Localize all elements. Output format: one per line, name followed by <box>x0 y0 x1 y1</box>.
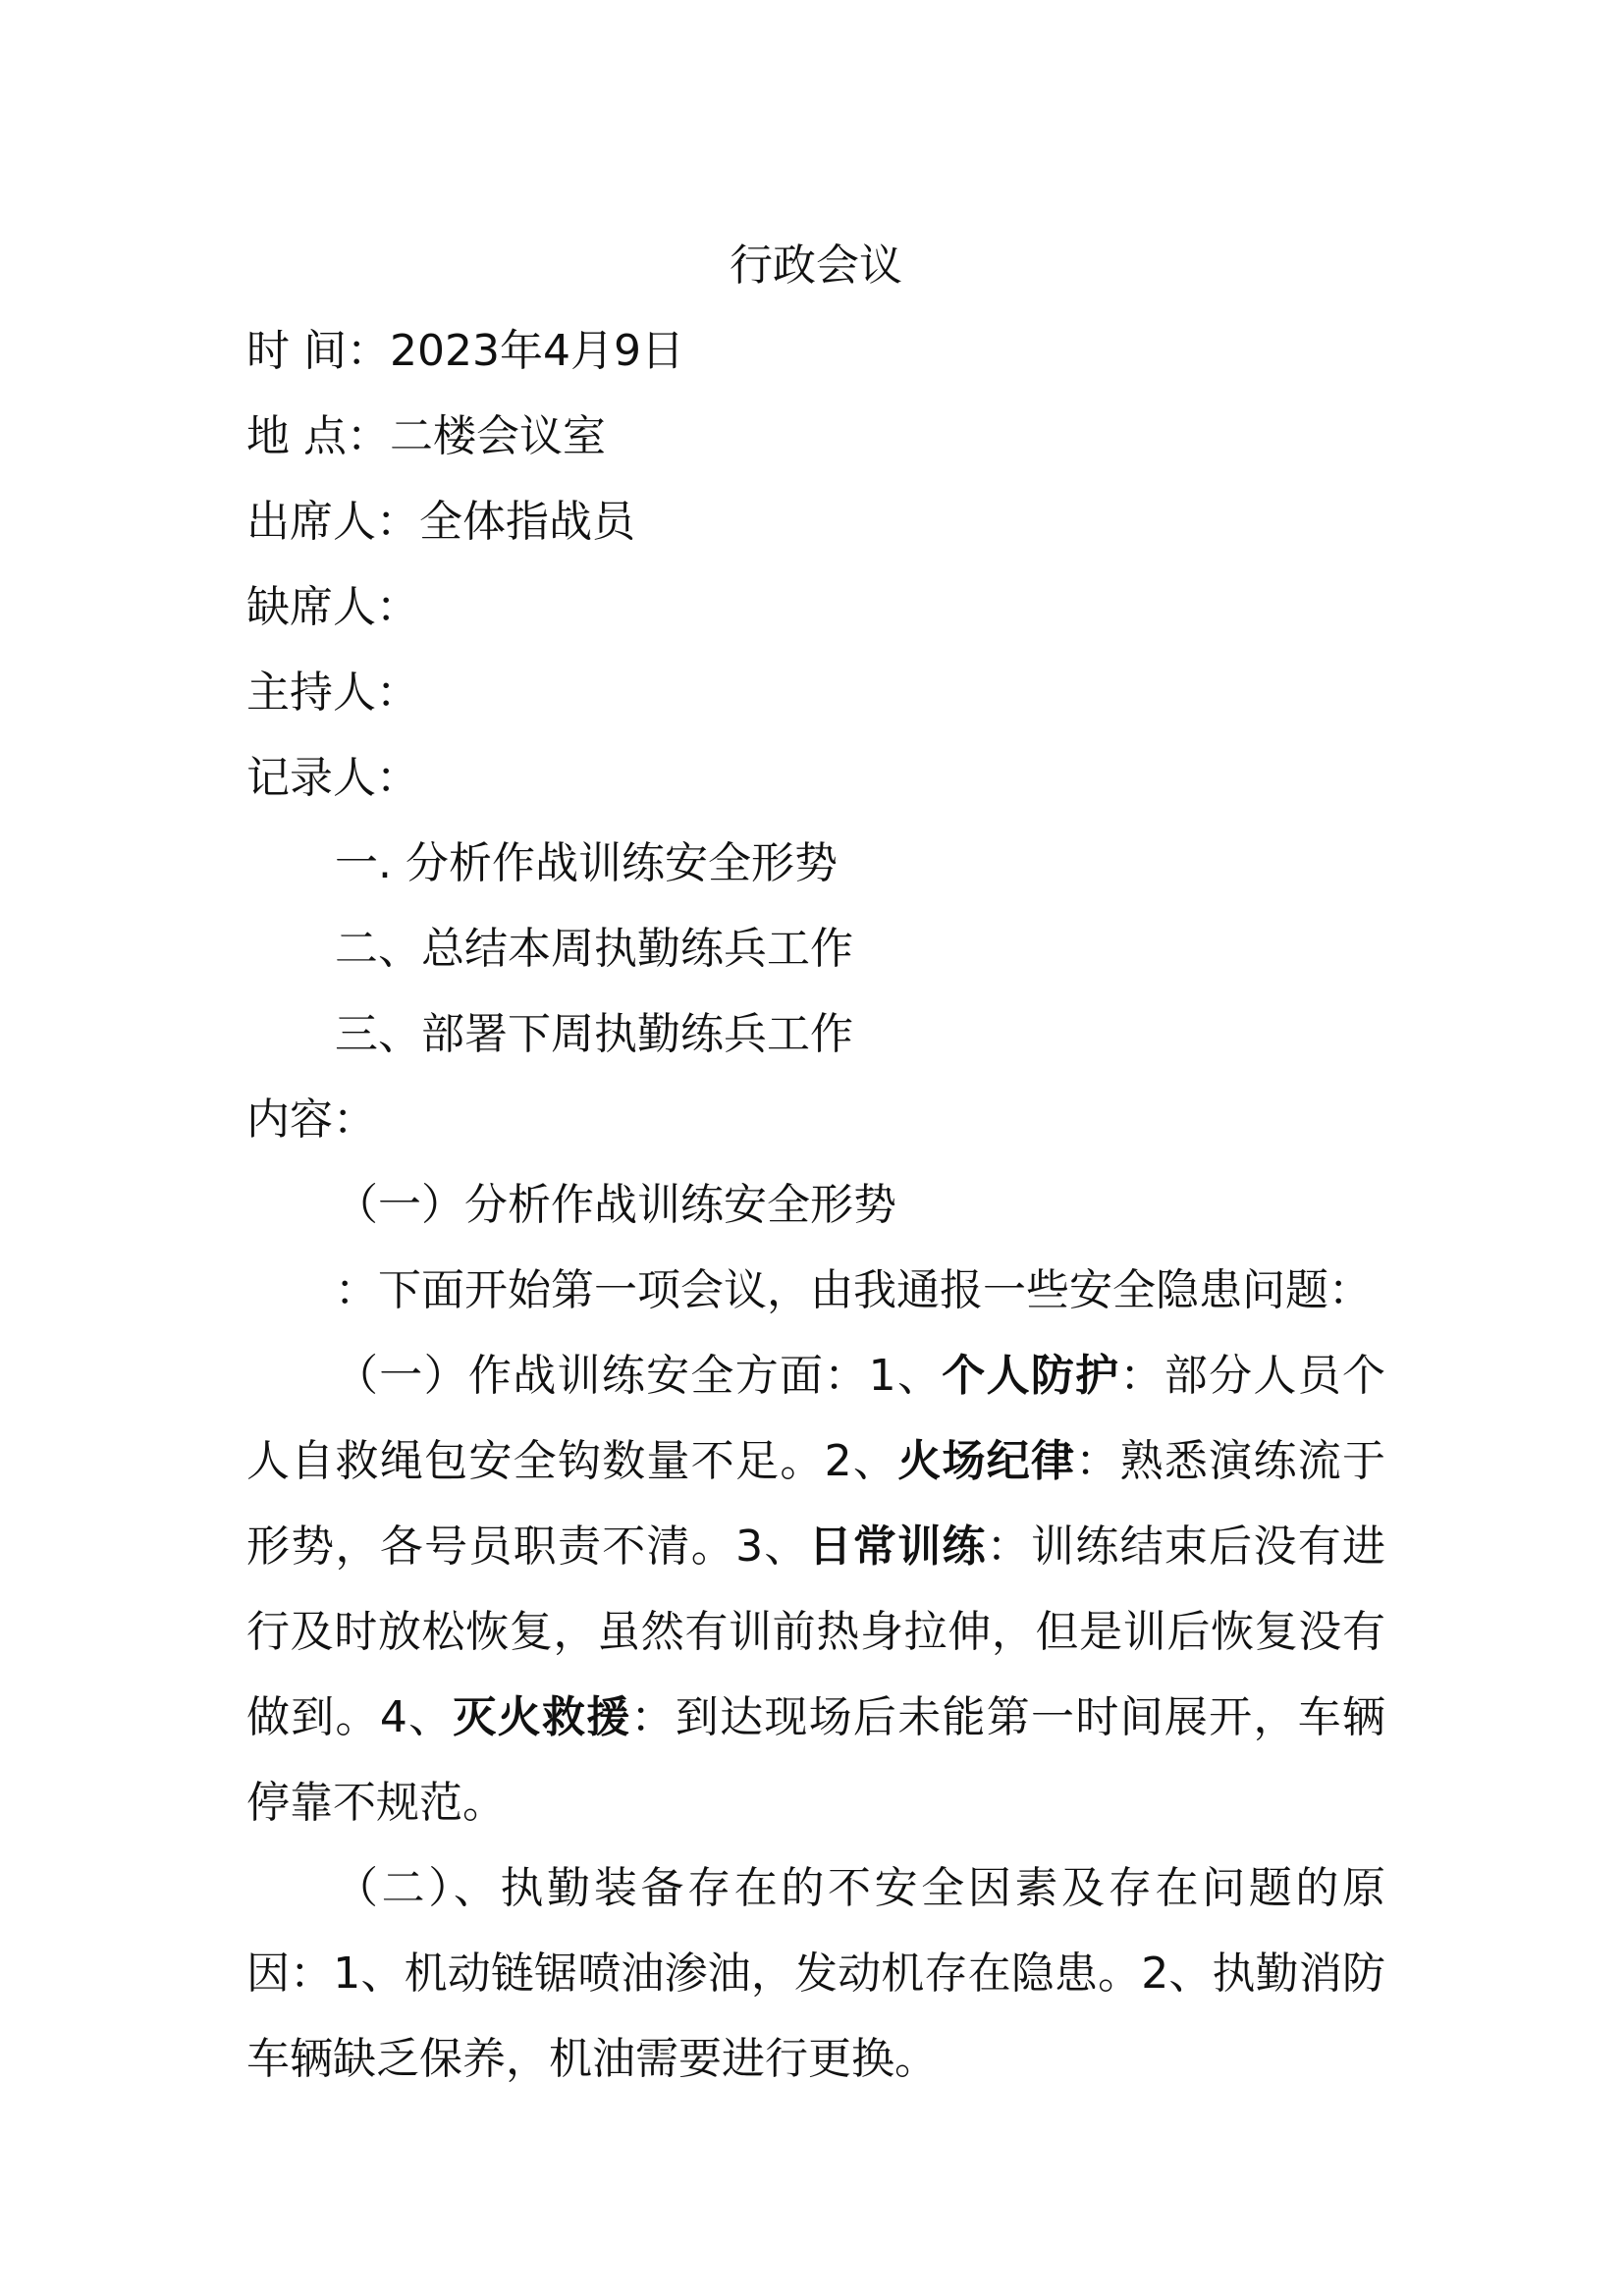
heading-daily-training: 日常训练 <box>808 1522 987 1572</box>
agenda-item-2: 二、总结本周执勤练兵工作 <box>335 924 853 974</box>
text-fire-discipline: ：熟悉演练流于形势，各号员职责不清。3、 <box>246 1436 1386 1572</box>
intro-line: ：下面开始第一项会议，由我通报一些安全隐患问题： <box>335 1265 1372 1315</box>
meeting-place: 地 点：二楼会议室 <box>246 411 606 461</box>
equipment-paragraph: （二）、执勤装备存在的不安全因素及存在问题的原因：1、机动链锯喷油渗油，发动机存在隐患。2、执勤消防车辆缺乏保养，机油需要进行更换。 <box>246 1863 1385 2084</box>
section-title: （一）分析作战训练安全形势 <box>335 1180 896 1230</box>
page-title: 行政会议 <box>730 240 902 291</box>
safety-lead: （一）作战训练安全方面：1、 <box>335 1351 943 1401</box>
meeting-attendees: 出席人：全体指战员 <box>246 497 635 547</box>
meeting-recorder: 记录人： <box>246 753 419 803</box>
heading-fire-discipline: 火场纪律 <box>897 1436 1076 1486</box>
meeting-time: 时 间：2023年4月9日 <box>246 326 684 376</box>
text-fire-rescue: ：到达现场后未能第一时间展开，车辆停靠不规范。 <box>246 1692 1386 1828</box>
heading-fire-rescue: 灭火救援 <box>453 1692 631 1742</box>
meeting-host: 主持人： <box>246 667 419 718</box>
heading-personal-protection: 个人防护 <box>942 1351 1120 1401</box>
text-daily-training: ：训练结束后没有进行及时放松恢复，虽然有训前热身拉伸，但是训后恢复没有做到。4、 <box>246 1522 1386 1742</box>
content-label: 内容： <box>246 1095 376 1145</box>
agenda-item-1: 一. 分析作战训练安全形势 <box>335 838 838 888</box>
agenda-item-3: 三、部署下周执勤练兵工作 <box>335 1009 853 1059</box>
text-personal-protection: ：部分人员个人自救绳包安全钩数量不足。2、 <box>246 1351 1386 1486</box>
meeting-absentees: 缺席人： <box>246 582 419 632</box>
safety-paragraph <box>246 1333 1385 1845</box>
document-body <box>246 223 1385 2102</box>
